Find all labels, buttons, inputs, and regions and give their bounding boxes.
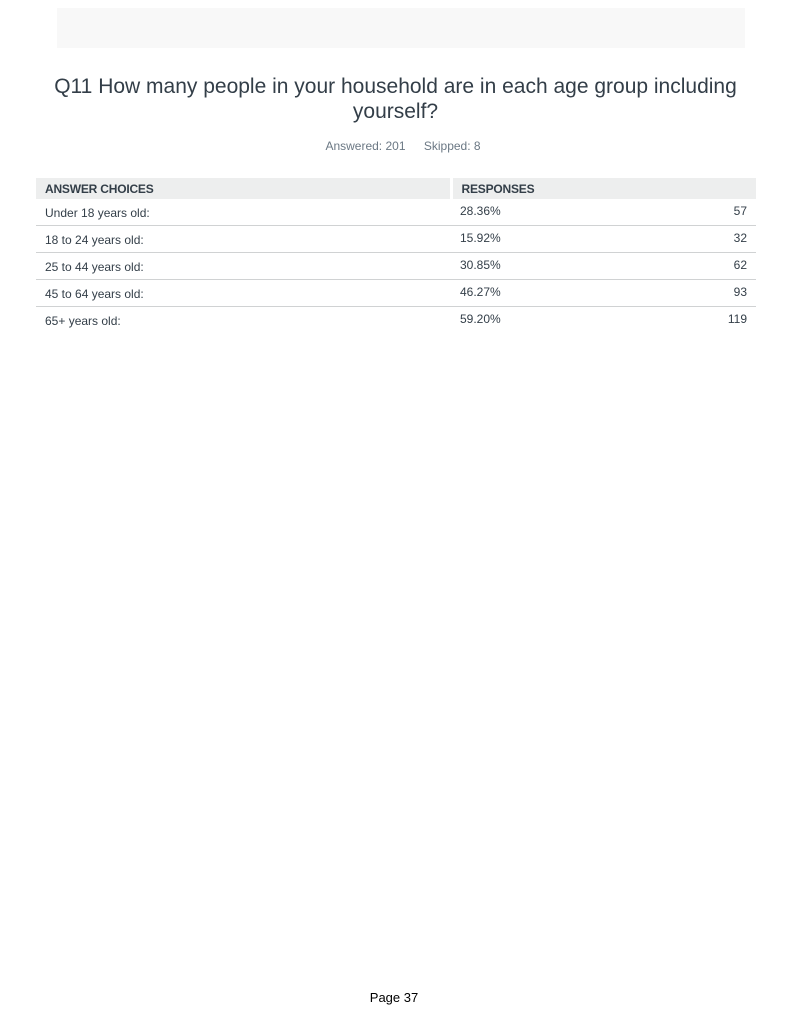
- response-count: 57: [733, 204, 747, 218]
- answer-choice-label: 45 to 64 years old:: [45, 287, 144, 301]
- column-header-responses: RESPONSES: [451, 178, 756, 199]
- response-percent-cell: [451, 280, 646, 307]
- answers-table: [36, 178, 756, 333]
- response-percent-cell: [451, 199, 646, 226]
- answer-choice-cell: [36, 199, 451, 226]
- response-percent: 30.85%: [460, 258, 501, 272]
- response-summary: [0, 139, 791, 153]
- answer-choice-label: Under 18 years old:: [45, 206, 150, 220]
- answer-choice-label: 65+ years old:: [45, 314, 121, 328]
- answer-choice-cell: [36, 307, 451, 334]
- response-count: 93: [733, 285, 747, 299]
- skipped-count: Skipped: 8: [423, 139, 481, 153]
- response-count-cell: [646, 199, 756, 226]
- table-row: [36, 307, 756, 334]
- column-header-choices: ANSWER CHOICES: [36, 178, 451, 199]
- response-count-cell: [646, 280, 756, 307]
- header-bar: [57, 8, 745, 48]
- answer-choice-label: 25 to 44 years old:: [45, 260, 144, 274]
- page-number: Page 37: [369, 990, 419, 1005]
- response-count: 32: [733, 231, 747, 245]
- answer-choice-cell: [36, 280, 451, 307]
- response-percent: 15.92%: [460, 231, 501, 245]
- response-percent: 28.36%: [460, 204, 501, 218]
- answer-choice-label: 18 to 24 years old:: [45, 233, 144, 247]
- table-row: [36, 280, 756, 307]
- response-percent: 59.20%: [460, 312, 501, 326]
- table-row: [36, 199, 756, 226]
- response-count-cell: [646, 226, 756, 253]
- answered-count: Answered: 201: [325, 139, 406, 153]
- table-row: [36, 226, 756, 253]
- response-count-cell: [646, 253, 756, 280]
- table-header-row: [36, 178, 756, 199]
- response-percent-cell: [451, 253, 646, 280]
- response-percent-cell: [451, 226, 646, 253]
- response-percent-cell: [451, 307, 646, 334]
- answer-choice-cell: [36, 253, 451, 280]
- response-count-cell: [646, 307, 756, 334]
- answer-choice-cell: [36, 226, 451, 253]
- response-count: 119: [727, 312, 747, 326]
- response-count: 62: [733, 258, 747, 272]
- table-row: [36, 253, 756, 280]
- response-percent: 46.27%: [460, 285, 501, 299]
- question-title: Q11 How many people in your household are in each age group including yourself?: [54, 75, 737, 123]
